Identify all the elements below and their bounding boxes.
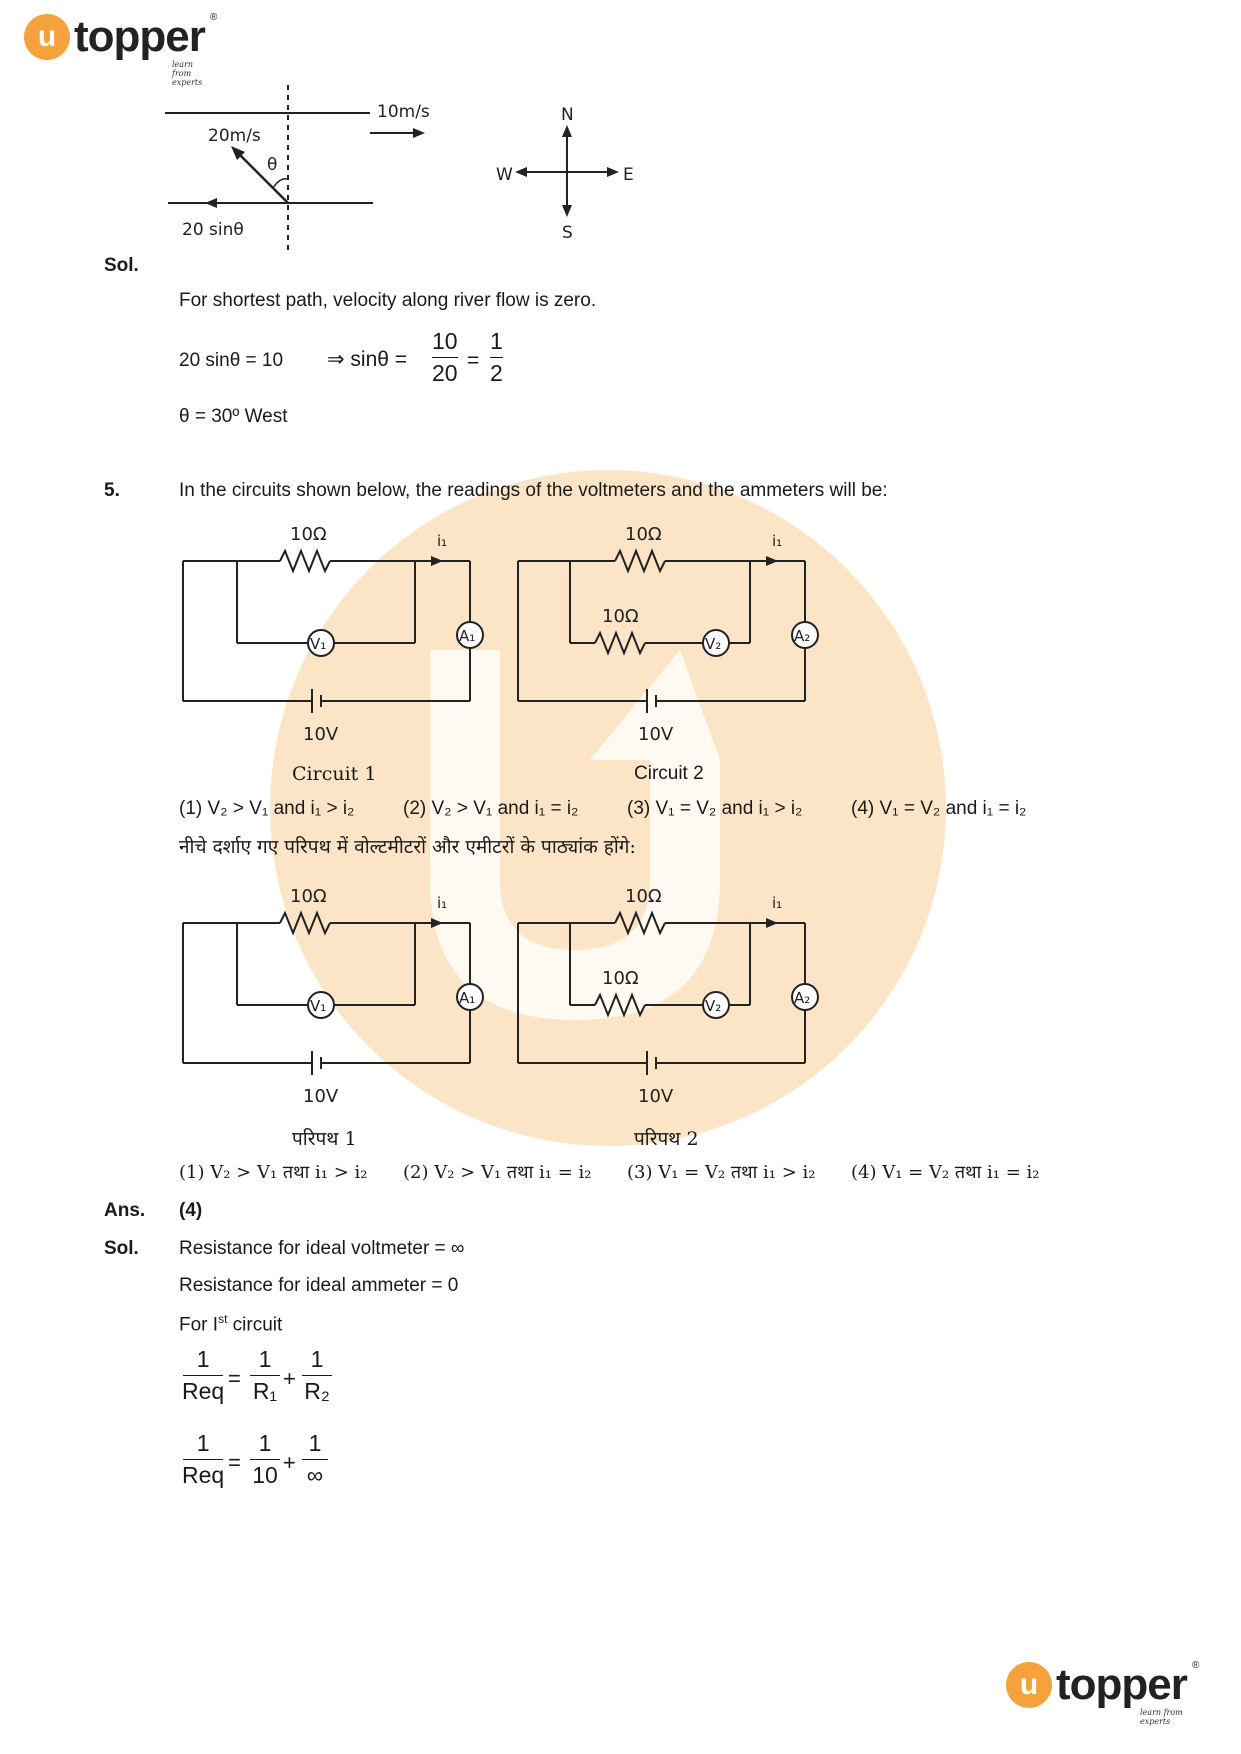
circuit-2-caption: Circuit 2 — [634, 763, 704, 784]
sol2-label: Sol. — [104, 1238, 139, 1259]
option-en-4: (4) V₁ = V₂ and i₁ = i₂ — [851, 798, 1027, 819]
circuit-2-diagram — [510, 518, 820, 748]
logo-u-icon: u — [1006, 1662, 1052, 1708]
eq1-equals: = — [228, 1366, 241, 1391]
current-i1-label: i₁ — [772, 894, 783, 912]
eq2-plus: + — [283, 1450, 296, 1475]
velocity-boat-label: 20m/s — [208, 126, 261, 146]
eq1-r2 — [302, 1346, 332, 1405]
option-hi-1: (1) V₂ > V₁ तथा i₁ > i₂ — [179, 1162, 368, 1183]
logo-u-icon: u — [24, 14, 70, 60]
battery-label: 10V — [638, 1086, 674, 1107]
eq2-lhs — [182, 1430, 224, 1489]
component-label: 20 sinθ — [182, 220, 244, 240]
eq2-lhs-num: 1 — [196, 1430, 210, 1456]
ammeter-a2-label: A₂ — [794, 627, 811, 645]
option-hi-4: (4) V₁ = V₂ तथा i₁ = i₂ — [851, 1162, 1040, 1183]
velocity-river-label: 10m/s — [377, 102, 430, 122]
circuit-1-caption-hi: परिपथ 1 — [292, 1128, 357, 1150]
sol1-eq-left: 20 sinθ = 10 — [179, 350, 284, 371]
eq2-r2 — [302, 1430, 328, 1489]
logo-registered: ® — [1192, 1660, 1200, 1671]
voltmeter-v2-label: V₂ — [705, 997, 722, 1015]
frac2-den: 2 — [490, 360, 503, 386]
sol1-result: θ = 30º West — [179, 406, 288, 427]
sol2-line2: Resistance for ideal ammeter = 0 — [179, 1275, 459, 1296]
circuit-1-diagram — [175, 518, 485, 748]
eq2-lhs-den: Req — [182, 1462, 225, 1488]
eq1-r1 — [250, 1346, 280, 1405]
eq1-r2-num: 1 — [310, 1346, 324, 1372]
battery-label: 10V — [638, 724, 674, 745]
resistor-label: 10Ω — [625, 886, 662, 907]
question-text-en: In the circuits shown below, the readings of the voltmeters and the ammeters will be: — [179, 480, 888, 501]
option-en-2: (2) V₂ > V₁ and i₁ = i₂ — [403, 798, 579, 819]
eq1-lhs-den: Req — [182, 1378, 225, 1404]
option-en-3: (3) V₁ = V₂ and i₁ > i₂ — [627, 798, 803, 819]
current-i1-label: i₁ — [437, 532, 448, 550]
sol1-eq-sign: = — [467, 349, 480, 372]
battery-label: 10V — [303, 724, 339, 745]
frac2-num: 1 — [490, 328, 503, 354]
eq1-lhs-num: 1 — [196, 1346, 210, 1372]
sol-label-1: Sol. — [104, 255, 139, 276]
logo-tagline: learn from experts — [1140, 1708, 1183, 1726]
eq2-equals: = — [228, 1450, 241, 1475]
voltmeter-v1-label: V₁ — [310, 635, 327, 653]
compass-e: E — [623, 165, 634, 185]
eq1-r1-den: R₁ — [252, 1378, 278, 1404]
eq1-r1-num: 1 — [258, 1346, 272, 1372]
frac1-num: 10 — [432, 328, 458, 354]
current-i1-label: i₁ — [772, 532, 783, 550]
circuit-1-hindi-diagram — [175, 880, 485, 1110]
resistor-label: 10Ω — [290, 886, 327, 907]
logo-registered: ® — [210, 12, 218, 23]
line3-post: circuit — [227, 1314, 283, 1336]
eq1-lhs — [182, 1346, 224, 1405]
resistor-label: 10Ω — [625, 524, 662, 545]
sol1-implies: ⇒ sinθ = — [327, 348, 408, 371]
topper-logo-bottom — [1006, 1660, 1200, 1726]
sol1-frac1 — [432, 328, 458, 387]
answer-label: Ans. — [104, 1200, 146, 1221]
sol1-line1: For shortest path, velocity along river flow is zero. — [179, 290, 597, 311]
sol2-line1: Resistance for ideal voltmeter = ∞ — [179, 1238, 465, 1259]
logo-text: topper — [1056, 1660, 1187, 1709]
ammeter-a1-label: A₁ — [459, 989, 476, 1007]
river-diagram — [155, 85, 455, 255]
eq1-r2-den: R₂ — [304, 1378, 330, 1404]
compass-w: W — [496, 165, 513, 185]
topper-logo-top — [24, 12, 218, 87]
ammeter-a1-label: A₁ — [459, 627, 476, 645]
circuit-2-caption-hi: परिपथ 2 — [634, 1128, 699, 1150]
compass-s: S — [562, 223, 573, 243]
eq2-r1 — [250, 1430, 280, 1489]
question-text-hi: नीचे दर्शाए गए परिपथ में वोल्टमीटरों और एमीटरों के पाठ्यांक होंगे: — [179, 836, 636, 858]
option-hi-2: (2) V₂ > V₁ तथा i₁ = i₂ — [403, 1162, 592, 1183]
question-number: 5. — [104, 480, 120, 501]
circuit-1-caption: Circuit 1 — [292, 763, 377, 785]
current-i1-label: i₁ — [437, 894, 448, 912]
voltmeter-v2-label: V₂ — [705, 635, 722, 653]
voltmeter-v1-label: V₁ — [310, 997, 327, 1015]
compass-icon — [490, 100, 640, 245]
answer-value: (4) — [179, 1200, 203, 1221]
frac1-den: 20 — [432, 360, 458, 386]
battery-label: 10V — [303, 1086, 339, 1107]
sol2-line3 — [179, 1312, 282, 1336]
logo-tagline: learn from experts — [172, 60, 203, 87]
compass-n: N — [561, 105, 574, 125]
angle-label: θ — [267, 155, 278, 175]
ammeter-a2-label: A₂ — [794, 989, 811, 1007]
eq2-r2-num: 1 — [308, 1430, 322, 1456]
resistor-label: 10Ω — [290, 524, 327, 545]
circuit-2-hindi-diagram — [510, 880, 820, 1110]
option-hi-3: (3) V₁ = V₂ तथा i₁ > i₂ — [627, 1162, 816, 1183]
eq1-plus: + — [283, 1366, 296, 1391]
logo-text: topper — [74, 12, 205, 61]
option-en-1: (1) V₂ > V₁ and i₁ > i₂ — [179, 798, 355, 819]
eq2-r1-den: 10 — [252, 1462, 278, 1488]
resistor-label-2: 10Ω — [602, 968, 639, 989]
eq2-r1-num: 1 — [258, 1430, 272, 1456]
eq2-r2-den: ∞ — [306, 1462, 324, 1488]
sol1-frac2 — [490, 328, 503, 387]
resistor-label-2: 10Ω — [602, 606, 639, 627]
line3-pre: For I — [179, 1314, 219, 1336]
line3-sup: st — [218, 1312, 228, 1326]
